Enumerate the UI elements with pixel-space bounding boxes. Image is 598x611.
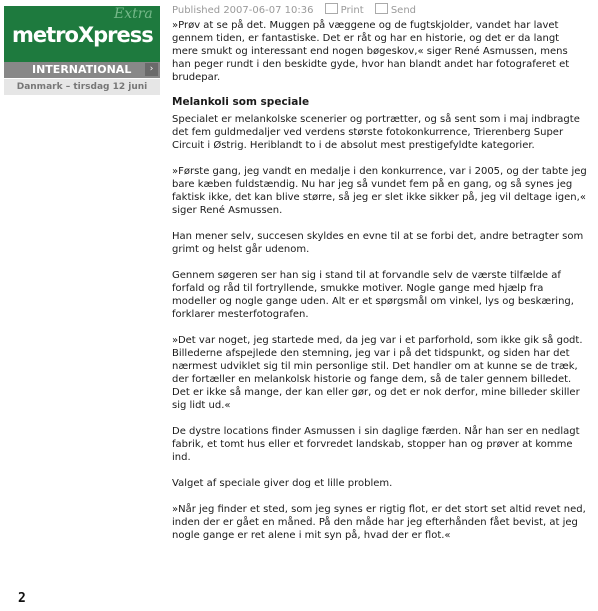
envelope-icon — [375, 3, 388, 14]
send-button[interactable] — [375, 3, 416, 18]
article — [172, 3, 588, 542]
send-label: Send — [390, 5, 417, 16]
paragraph: »Når jeg finder et sted, som jeg synes er rigtig flot, er det stort set altid revet ned, inden der er gået en måned. På den måde har jeg efterhånden fået bevist, at jeg nogle gange er ret alene i mit syn på, hvad der er flot.« — [172, 504, 586, 541]
metroxpress-logo[interactable] — [4, 6, 160, 62]
edition-bar[interactable] — [4, 62, 160, 78]
page-number: 2 — [18, 591, 26, 606]
edition-label: INTERNATIONAL — [32, 63, 132, 76]
printer-icon — [325, 3, 338, 14]
paragraph: »Første gang, jeg vandt en medalje i den konkurrence, var i 2005, og der tabte jeg bare kæben fuldstændig. Nu har jeg så vundet fem på en gang, og så synes jeg faktisk ikke, det kan blive større, så jeg er slet ikke sikker på, jeg vil deltage igen,« siger René Asmussen. — [172, 166, 587, 216]
paragraph: Specialet er melankolske scenerier og portrætter, og så sent som i maj indbragte det fem guldmedaljer ved verdens største fotokonkurrence, Trierenberg Super Circuit i Østrig. Heriblandt to i de absolut mest prestigefyldte kategorier. — [172, 114, 580, 151]
paragraph: De dystre locations finder Asmussen i sin daglige færden. Når han ser en nedlagt fabrik, et tomt hus eller et forvredet landskab, stopper han og prøver at komme ind. — [172, 426, 580, 463]
sidebar — [0, 0, 164, 611]
logo-text: metroXpress — [12, 23, 153, 47]
date-line: Danmark – tirsdag 12 juni — [4, 79, 160, 95]
paragraph: »Det var noget, jeg startede med, da jeg var i et parforhold, som ikke gik så godt. Billederne afspejlede den stemning, jeg var i på det tidspunkt, og siden har det nærmest udviklet sig til min personlige stil. Det handler om at kunne se de træk, der fortæller en melankolsk historie og fange dem, så de taler gennem billedet. Det er ikke så mange, der kan eller gør, og det er nok derfor, mine billeder skiller sig lidt ud.« — [172, 335, 583, 411]
print-button[interactable] — [325, 3, 364, 18]
paragraph-intro: »Prøv at se på det. Muggen på væggene og de fugtskjolder, vandet har lavet gennem tiden, er fantastiske. Det er råt og har en historie, og det er da langt mere smukt og interessant end nogen bøgeskov,« siger René Asmussen, mens han peger rundt i den beskidte gyde, hvor han blandt andet har fotograferet et brudepar. — [172, 20, 570, 83]
chevron-right-icon[interactable]: › — [145, 63, 158, 76]
published-date: Published 2007-06-07 10:36 — [172, 5, 314, 16]
print-label: Print — [340, 5, 364, 16]
section-heading: Melankoli som speciale — [172, 96, 310, 108]
paragraph: Han mener selv, succesen skyldes en evne til at se forbi det, andre betragter som grimt og helst går udenom. — [172, 231, 584, 255]
paragraph: Valget af speciale giver dog et lille problem. — [172, 478, 393, 489]
article-meta — [172, 3, 588, 17]
paragraph: Gennem søgeren ser han sig i stand til at forvandle selv de værste tilfælde af forfald og råd til fortryllende, smukke motiver. Nogle gange med hjælp fra modeller og nogle gange uden. Alt er et spørgsmål om vinkel, lys og beskæring, forklarer mesterfotografen. — [172, 270, 574, 320]
logo-script-mark: Extra — [114, 6, 153, 22]
